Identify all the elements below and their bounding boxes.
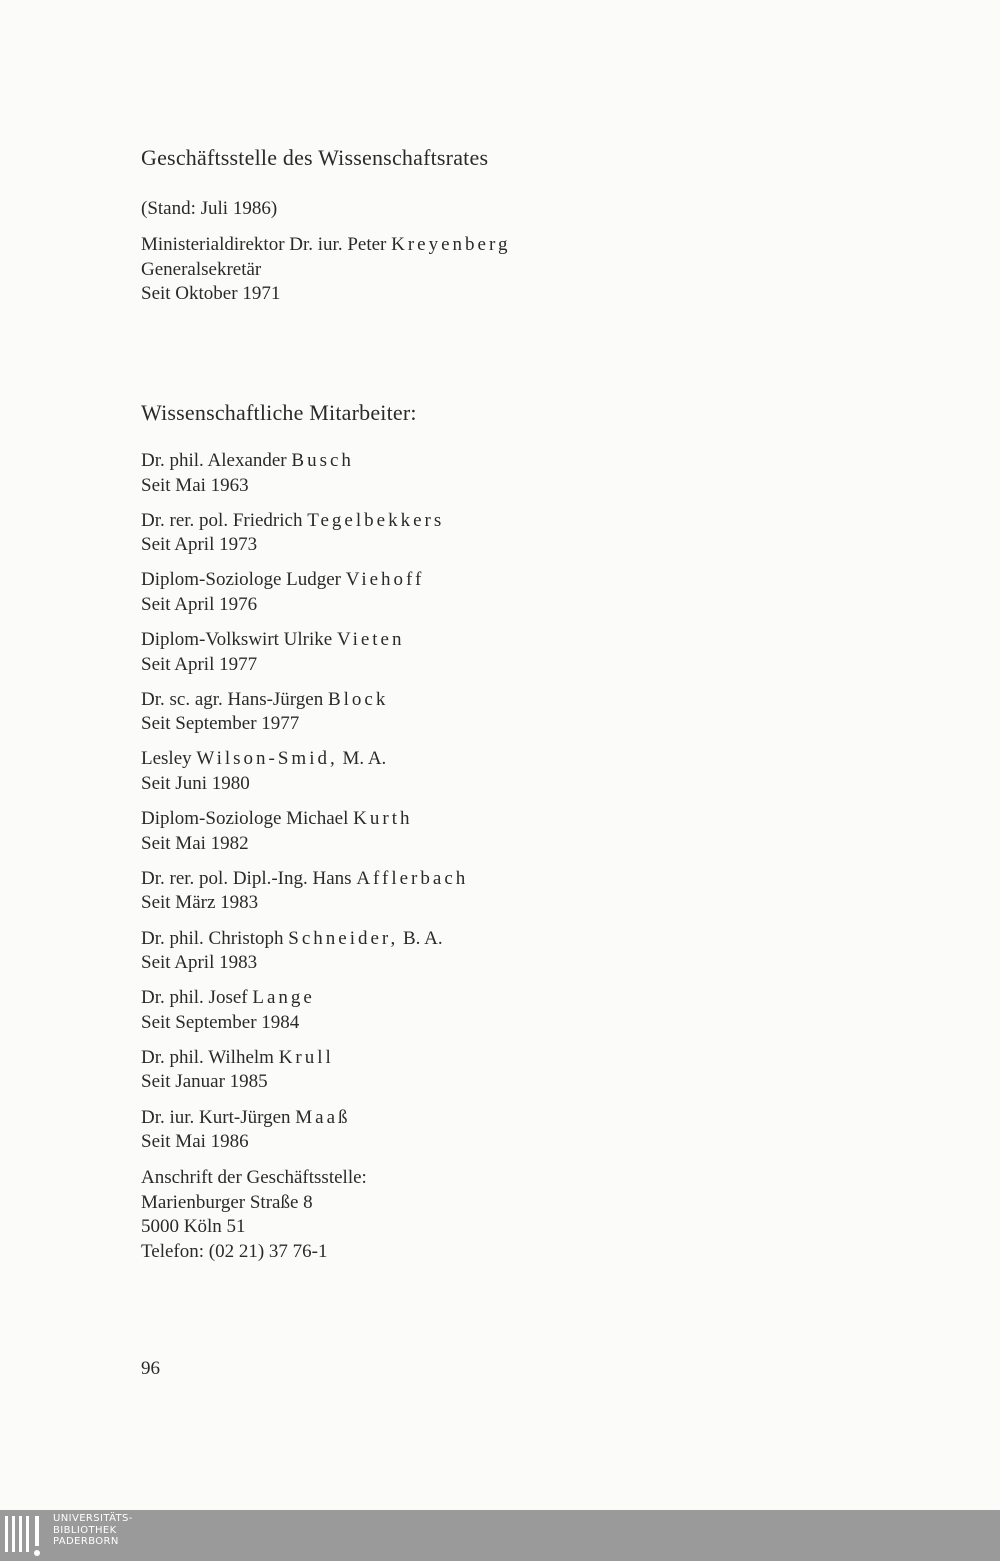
staff-since: Seit April 1983: [141, 952, 258, 973]
staff-since: Seit Mai 1982: [141, 832, 249, 854]
address-phone: Telefon: (02 21) 37 76-1: [141, 1240, 328, 1262]
staff-surname: Wilson-Smid,: [196, 748, 338, 770]
library-name-line: PADERBORN: [53, 1536, 119, 1547]
staff-entry: [141, 747, 468, 807]
staff-name-line: [141, 509, 468, 534]
staff-entry: [141, 628, 468, 688]
staff-since: Seit Juni 1980: [141, 772, 250, 794]
staff-name-line: [141, 807, 468, 832]
staff-surname: Lange: [252, 987, 315, 1009]
staff-name-line: [141, 568, 468, 593]
staff-entry: [141, 986, 468, 1046]
address-label: Anschrift der Geschäftsstelle:: [141, 1167, 367, 1188]
staff-since: Seit April 1973: [141, 534, 258, 556]
staff-surname: Vieten: [336, 629, 405, 651]
secretary-name-prefix: Ministerialdirektor Dr. iur. Peter: [141, 234, 392, 255]
staff-entry: [141, 927, 468, 987]
library-name-line: BIBLIOTHEK: [53, 1524, 117, 1536]
library-logo-icon: [4, 1510, 48, 1561]
staff-name-prefix: Dr. rer. pol. Friedrich: [141, 509, 308, 531]
staff-since: Seit September 1977: [141, 713, 300, 735]
staff-heading: Wissenschaftliche Mitarbeiter:: [141, 400, 417, 425]
secretary-role: Generalsekretär: [141, 258, 262, 280]
staff-entry: [141, 509, 468, 569]
staff-name-line: [141, 867, 468, 892]
staff-name-prefix: Dr. sc. agr. Hans-Jürgen: [141, 688, 328, 710]
staff-name-line: [141, 927, 468, 952]
staff-name-line: [141, 449, 468, 474]
secretary-surname: Kreyenberg: [391, 234, 511, 255]
staff-name-line: [141, 1046, 468, 1071]
library-footer-bar: [0, 1510, 1000, 1561]
secretary-since: Seit Oktober 1971: [141, 283, 281, 304]
staff-since: Seit Januar 1985: [141, 1071, 268, 1093]
page-title: Geschäftsstelle des Wissenschaftsrates: [141, 145, 489, 170]
staff-list: [141, 449, 468, 1165]
staff-since: Seit April 1977: [141, 653, 258, 675]
staff-entry: [141, 688, 468, 748]
staff-since: Seit September 1984: [141, 1011, 300, 1033]
staff-since: Seit April 1976: [141, 593, 258, 615]
staff-entry: [141, 807, 468, 867]
address-block: [141, 1166, 367, 1264]
staff-since: Seit März 1983: [141, 892, 259, 914]
staff-name-line: [141, 986, 468, 1011]
staff-since: Seit Mai 1963: [141, 474, 249, 496]
stand-date: (Stand: Juli 1986): [141, 198, 278, 219]
staff-surname: Krull: [278, 1046, 334, 1068]
staff-surname: Maaß: [295, 1106, 351, 1128]
staff-name-suffix: B. A.: [398, 927, 443, 949]
secretary-name-line: [141, 233, 510, 258]
staff-entry: [141, 867, 468, 927]
secretary-block: [141, 233, 510, 307]
staff-entry: [141, 1106, 468, 1166]
staff-name-prefix: Diplom-Volkswirt Ulrike: [141, 629, 337, 651]
staff-name-prefix: Lesley: [141, 748, 197, 770]
page-number: 96: [141, 1358, 160, 1379]
staff-entry: [141, 449, 468, 509]
staff-surname: Block: [327, 688, 389, 710]
staff-surname: Busch: [291, 450, 354, 471]
staff-surname: Viehoff: [345, 569, 425, 591]
library-name: [53, 1513, 133, 1548]
library-name-line: UNIVERSITÄTS-: [53, 1513, 133, 1524]
staff-entry: [141, 568, 468, 628]
staff-entry: [141, 1046, 468, 1106]
staff-name-line: [141, 1106, 468, 1131]
address-street: Marienburger Straße 8: [141, 1191, 313, 1213]
staff-name-prefix: Dr. iur. Kurt-Jürgen: [141, 1106, 296, 1128]
staff-name-prefix: Dr. phil. Josef: [141, 987, 253, 1009]
staff-name-prefix: Diplom-Soziologe Ludger: [141, 569, 346, 591]
staff-name-line: [141, 688, 468, 713]
staff-surname: Afflerbach: [356, 867, 469, 889]
address-city: 5000 Köln 51: [141, 1216, 246, 1237]
staff-name-line: [141, 747, 468, 772]
staff-surname: Kurth: [353, 808, 413, 830]
staff-name-suffix: M. A.: [337, 748, 387, 770]
staff-surname: Schneider,: [288, 927, 399, 949]
staff-surname: Tegelbekkers: [307, 509, 445, 531]
staff-name-prefix: Dr. rer. pol. Dipl.-Ing. Hans: [141, 867, 357, 889]
staff-since: Seit Mai 1986: [141, 1131, 249, 1153]
staff-name-prefix: Diplom-Soziologe Michael: [141, 808, 354, 830]
staff-name-prefix: Dr. phil. Alexander: [141, 450, 292, 471]
staff-name-line: [141, 628, 468, 653]
staff-name-prefix: Dr. phil. Wilhelm: [141, 1046, 279, 1068]
staff-name-prefix: Dr. phil. Christoph: [141, 927, 289, 949]
